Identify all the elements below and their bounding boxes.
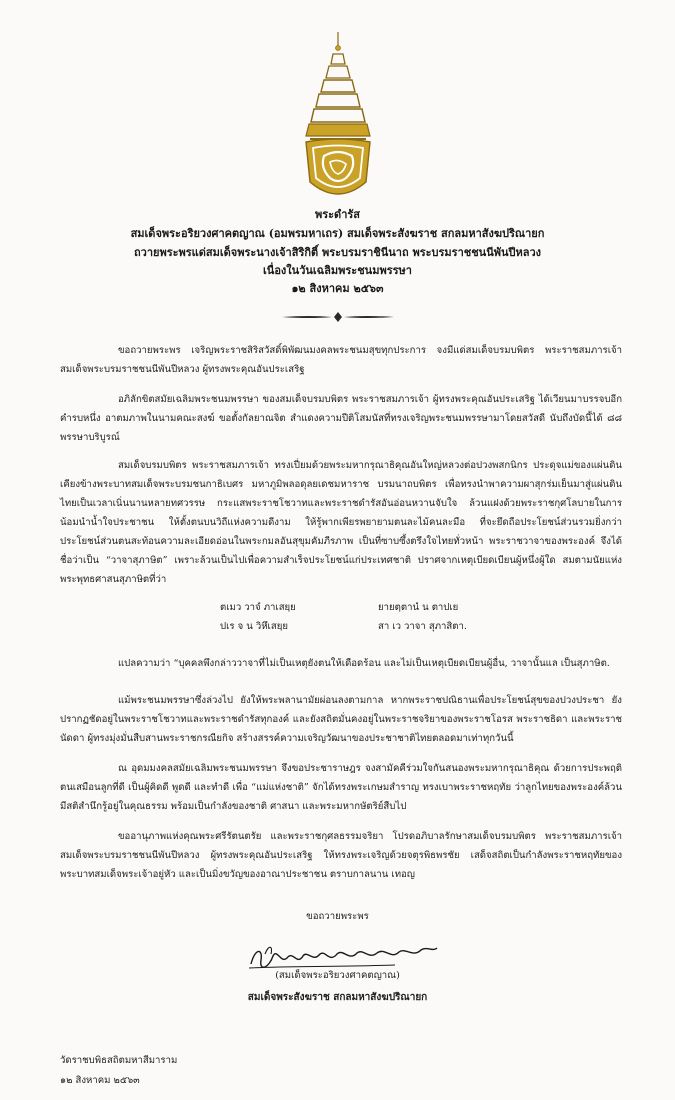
supreme-patriarch-emblem-icon <box>300 32 376 204</box>
pali-verse-line-1b: ยายตฺตานํ น ตาปเย <box>378 602 459 613</box>
paragraph-appeal: ณ อุดมมงคลสมัยเฉลิมพระชนมพรรษา จึงขอประชาราษฎร จงสามัคคีร่วมใจกันสนองพระมหากรุณาธิคุณ ด้วยการประพฤติตนเสมือนลูกที่ดี เป็นผู้คิดดี พูดดี และทำดี เพื่อ “แม่แห่งชาติ” จักได้ทรงพระเกษมสำราญ ทรงเบาพระราชหฤทัย ว่าลูกไทยของพระองค์ล้วนมีสติสำนึกรู้อยู่ในคุณธรรม พร้อมเป็นกำลังของชาติ ศาสนา และพระมหากษัตริย์สืบไป <box>60 763 622 812</box>
document-heading: พระดำรัส <box>314 208 360 221</box>
issue-date: ๑๒ สิงหาคม ๒๕๖๓ <box>60 1075 140 1086</box>
paragraph-legacy: แม้พระชนมพรรษาซึ่งล่วงไป ยังให้พระพลานามัยผ่อนลงตามกาล หากพระราชปณิธานเพื่อประโยชน์สุขของปวงประชา ยังปรากฏชัดอยู่ในพระราชโชวาทและพระราชดำรัสทุกองค์ และยังสถิตมั่นคงอยู่ในพระราชจริยาของพระราชโอรส พระราชธิดา และพระราชนัดดา ผู้ทรงมุ่งมั่นสืบสานพระราชกรณียกิจ สร้างสรรค์ความเจริญวัฒนาของประชาชาติไทยตลอดมาเท่าทุกวันนี้ <box>60 695 622 744</box>
occasion-line: เนื่องในวันเฉลิมพระชนมพรรษา <box>263 264 412 277</box>
paragraph-blessing: ขอถวายพระพร เจริญพระราชสิริสวัสดิ์พิพัฒนมงคลพระชนมสุขทุกประการ จงมีแด่สมเด็จบรมบพิตร พระราชสมภารเจ้า สมเด็จพระบรมราชชนนีพันปีหลวง ผู้ทรงพระคุณอันประเสริฐ <box>60 345 622 375</box>
paragraph-anniversary: อภิลักขิตสมัยเฉลิมพระชนมพรรษา ของสมเด็จบรมบพิตร พระราชสมภารเจ้า ผู้ทรงพระคุณอันประเสริฐ ได้เวียนมาบรรจบอีกคำรบหนึ่ง อาตมภาพในนามคณะสงฆ์ ขอตั้งกัลยาณจิต สำแดงความปีติโสมนัสที่ทรงเจริญพระชนมพรรษามาโดยสวัสดี นับถึงบัดนี้ได้ ๘๘ พรรษาบริบูรณ์ <box>60 394 622 443</box>
author-line: สมเด็จพระอริยวงศาคตญาณ (อมพรมหาเถร) สมเด็จพระสังฆราช สกลมหาสังฆปริณายก <box>130 227 545 240</box>
recipient-line: ถวายพระพรแด่สมเด็จพระนางเจ้าสิริกิติ์ พระบรมราชินีนาถ พระบรมราชชนนีพันปีหลวง <box>133 246 542 259</box>
paragraph-final-blessing: ขออานุภาพแห่งคุณพระศรีรัตนตรัย และพระราชกุศลธรรมจริยา โปรดอภิบาลรักษาสมเด็จบรมบพิตร พระราชสมภารเจ้า สมเด็จพระบรมราชชนนีพันปีหลวง ผู้ทรงพระคุณอันประเสริฐ ให้ทรงพระเจริญด้วยจตุรพิธพรชัย เสด็จสถิตเป็นกำลังพระราชหฤทัยของพระบาทสมเด็จพระเจ้าอยู่หัว และเป็นมิ่งขวัญของอาณาประชาชน ตราบกาลนาน เทอญ <box>60 831 622 880</box>
heading-date: ๑๒ สิงหาคม ๒๕๖๓ <box>291 282 384 295</box>
issuing-place: วัดราชบพิธสถิตมหาสีมาราม <box>60 1055 178 1066</box>
pali-verse-line-2b: สา เว วาจา สุภาสิตา. <box>378 621 467 632</box>
closing-salutation: ขอถวายพระพร <box>306 911 369 922</box>
pali-verse-line-1a: ตเมว วาจํ ภาเสยฺย <box>220 602 296 613</box>
paragraph-translation: แปลความว่า “บุคคลพึงกล่าววาจาที่ไม่เป็นเหตุยังตนให้เดือดร้อน และไม่เป็นเหตุเบียดเบียนผู้อื่น, วาจานั้นแล เป็นสุภาษิต. <box>118 658 610 669</box>
pali-verse-line-2a: ปเร จ น วิหึเสยฺย <box>220 621 288 632</box>
signatory-title: สมเด็จพระสังฆราช สกลมหาสังฆปริณายก <box>247 992 428 1003</box>
ornamental-divider-icon <box>280 310 396 324</box>
signatory-name: (สมเด็จพระอริยวงศาคตญาณ) <box>275 970 400 981</box>
paragraph-virtues: สมเด็จบรมบพิตร พระราชสมภารเจ้า ทรงเปี่ยมด้วยพระมหากรุณาธิคุณอันใหญ่หลวงต่อปวงพสกนิกร ประดุจแม่ของแผ่นดินเคียงข้างพระบาทสมเด็จพระบรมชนกาธิเบศร มหาภูมิพลอดุลยเดชมหาราช บรมนาถบพิตร เพื่อทรงนำพาความผาสุกร่มเย็นมาสู่แผ่นดินไทยเป็นเวลาเนิ่นนานหลายทศวรรษ กระแสพระราชโชวาทและพระราชดำรัสอันอ่อนหวานจับใจ ล้วนแฝงด้วยพระราชกุศโลบายในการน้อมนำน้ำใจประชาชน ให้ตั้งตนบนวิถีแห่งความดีงาม ให้รู้พากเพียรพยายามตนละไม้คนละมือ ที่จะยึดถือประโยชน์ส่วนรวมยิ่งกว่าประโยชน์ส่วนตนสะท้อนความละเอียดอ่อนในพระกมลอันสุขุมคัมภีรภาพ เป็นที่ซาบซึ้งตรึงใจไทยทั่วหน้า พระราชวาจาของพระองค์ จึงได้ชื่อว่าเป็น “วาจาสุภาษิต” เพราะล้วนเป็นไปเพื่อความสำเร็จประโยชน์แก่ประเทศชาติ ปราศจากเหตุเบียดเบียนผู้หนึ่งผู้ใด สมตามนัยแห่งพระพุทธศาสนสุภาษิตที่ว่า <box>60 460 622 585</box>
